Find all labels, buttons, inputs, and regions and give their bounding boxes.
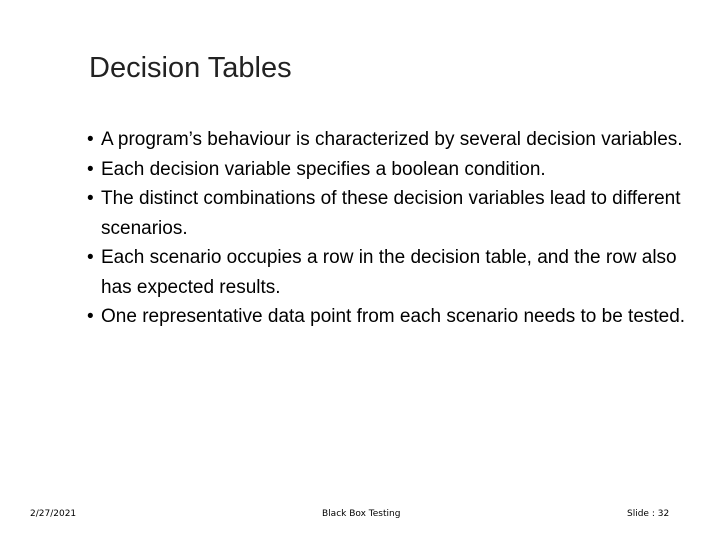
bullet-list [87,125,697,332]
bullet-text: A program’s behaviour is characterized by several decision variables. [101,129,683,150]
bullet-icon: • [87,158,94,180]
bullet-text: One representative data point from each scenario needs to be tested. [101,306,686,327]
bullet-icon: • [87,129,94,150]
bullet-icon: • [87,188,94,209]
footer-title: Black Box Testing [322,509,401,519]
slide-title: Decision Tables [89,52,292,84]
list-item [87,302,697,332]
bullet-text: Each decision variable specifies a boolean condition. [101,158,546,180]
bullet-text: The distinct combinations of these decision variables lead to different scenarios. [101,188,681,239]
bullet-text: Each scenario occupies a row in the decision table, and the row also has expected results. [101,247,677,298]
list-item [87,155,697,185]
list-item [87,243,697,302]
bullet-icon: • [87,306,94,327]
list-item [87,125,697,155]
list-item [87,184,697,243]
slide-number: Slide : 32 [627,509,670,519]
bullet-icon: • [87,247,94,268]
footer-date: 2/27/2021 [30,509,77,519]
